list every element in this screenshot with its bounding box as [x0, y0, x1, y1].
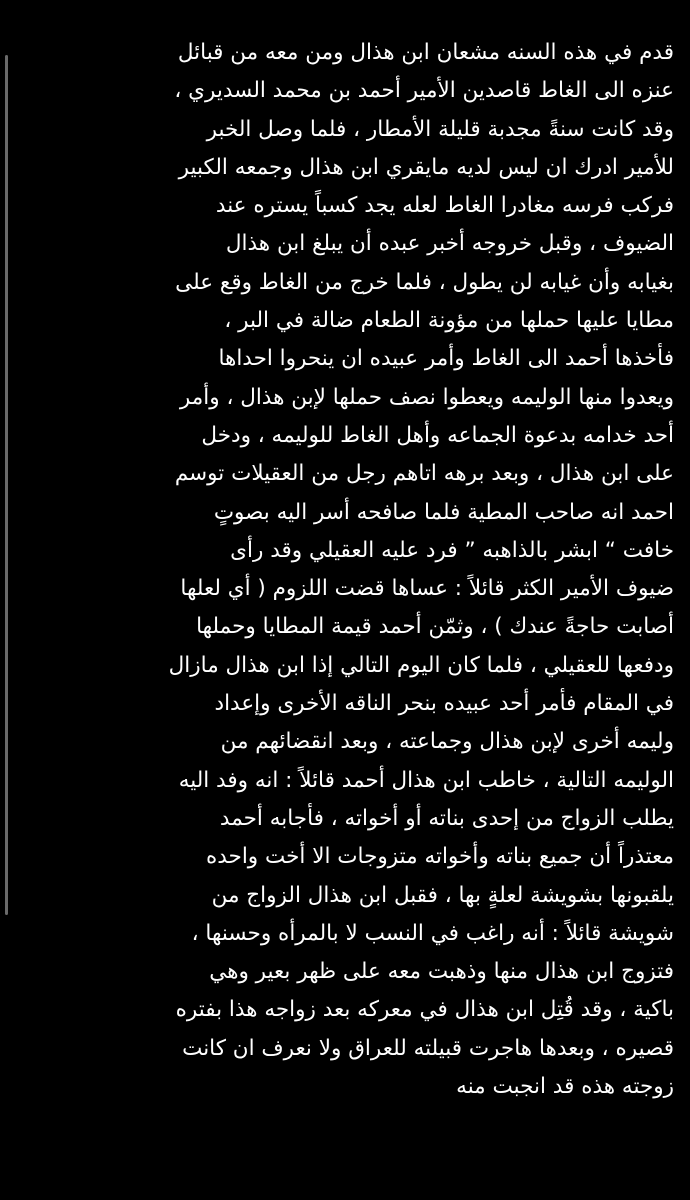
text-line: فأخذها أحمد الى الغاط وأمر عبيده ان ينحروا احداها — [218, 346, 674, 372]
text-line: قصيره ، وبعدها هاجرت قبيلته للعراق ولا نعرف ان كانت — [182, 1035, 674, 1061]
text-line: ودفعها للعقيلي ، فلما كان اليوم التالي إذا ابن هذال مازال — [168, 652, 674, 678]
text-line: وليمه أخرى لإبن هذال وجماعته ، وبعد انقضائهم من — [220, 729, 674, 755]
text-line: عنزه الى الغاط قاصدين الأمير أحمد بن محمد السديري ، — [174, 78, 674, 104]
text-line: وقد كانت سنةً مجدبة قليلة الأمطار ، فلما وصل الخبر — [206, 116, 674, 142]
text-line: بغيابه وأن غيابه لن يطول ، فلما خرج من الغاط وقع على — [175, 269, 674, 295]
text-line: فتزوج ابن هذال منها وذهبت معه على ظهر بعير وهي — [209, 959, 674, 985]
text-line: يلقبونها بشويشة لعلةٍ بها ، فقبل ابن هذال الزواج من — [211, 882, 674, 908]
text-line: أصابت حاجةً عندك ) ، وثمّن أحمد قيمة المطايا وحملها — [196, 614, 674, 640]
text-line: احمد انه صاحب المطية فلما صافحه أسر اليه بصوتٍ — [213, 499, 674, 525]
text-line: أحد خدامه بدعوة الجماعه وأهل الغاط للوليمه ، ودخل — [201, 422, 674, 448]
text-line: معتذراً أن جميع بناته وأخواته متزوجات الا أخت واحده — [205, 844, 674, 870]
text-line: باكية ، وقد قُتِل ابن هذال في معركه بعد زواجه هذا بفتره — [175, 997, 674, 1023]
text-line: في المقام فأمر أحد عبيده بنحر الناقه الأخرى وإعداد — [214, 691, 674, 717]
text-line: زوجته هذه قد انجبت منه — [456, 1074, 674, 1100]
text-line: قدم في هذه السنه مشعان ابن هذال ومن معه من قبائل — [177, 40, 674, 65]
vertical-scrollbar[interactable] — [5, 55, 8, 915]
text-line: فركب فرسه مغادرا الغاط لعله يجد كسباً يستره عند — [215, 193, 674, 219]
text-line: الوليمه التالية ، خاطب ابن هذال أحمد قائلاً : انه وفد اليه — [178, 767, 674, 793]
text-line: شويشة قائلاً : أنه راغب في النسب لا بالمرأه وحسنها ، — [191, 920, 674, 946]
text-line: الضيوف ، وقبل خروجه أخبر عبده أن يبلغ ابن هذال — [225, 231, 674, 257]
note-text-body[interactable] — [22, 34, 674, 1106]
text-line: يطلب الزواج من إحدى بناته أو أخواته ، فأجابه أحمد — [219, 805, 674, 831]
text-line: ضيوف الأمير الكثر قائلاً : عساها قضت اللزوم ( أي لعلها — [180, 576, 674, 602]
text-line: مطايا عليها حملها من مؤونة الطعام ضالة في البر ، — [224, 308, 674, 334]
text-line: خافت “ ابشر بالذاهبه ” فرد عليه العقيلي وقد رأى — [230, 537, 674, 563]
text-line: على ابن هذال ، وبعد برهه اتاهم رجل من العقيلات توسم — [174, 461, 674, 487]
text-line: للأمير ادرك ان ليس لديه مايقري ابن هذال وجمعه الكبير — [178, 154, 674, 180]
text-line: ويعدوا منها الوليمه ويعطوا نصف حملها لإبن هذال ، وأمر — [179, 384, 674, 410]
